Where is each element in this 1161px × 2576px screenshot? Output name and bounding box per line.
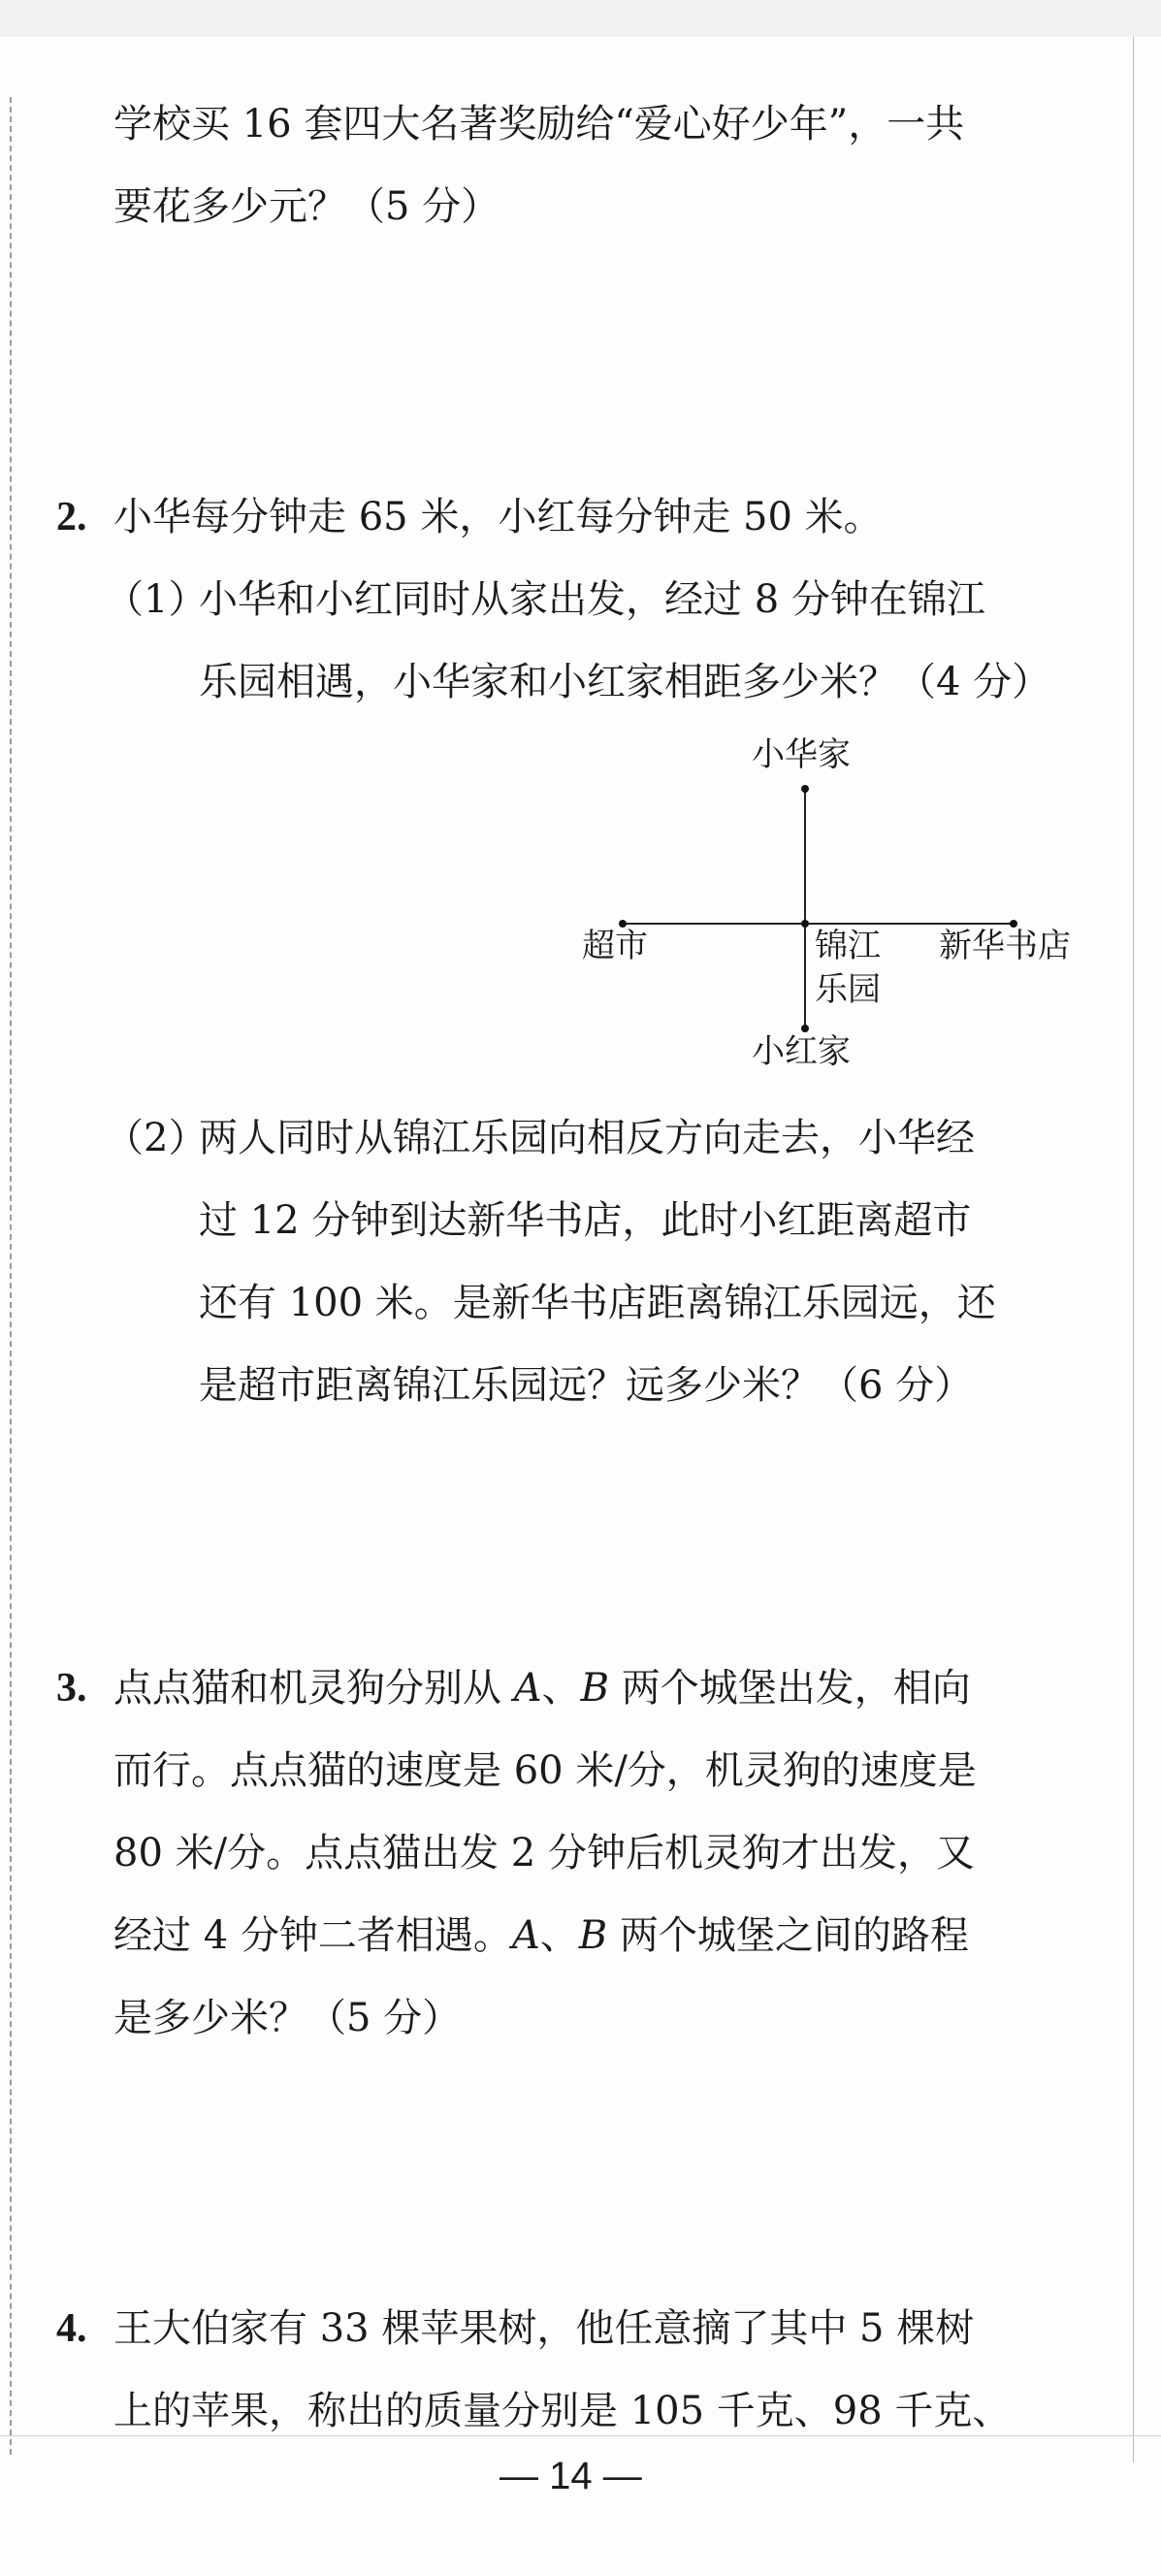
q3-text-line-1: 点点猫和机灵狗分别从 A、B 两个城堡出发，相向 (113, 1666, 971, 1711)
q1-text-line-1: 学校买 16 套四大名著奖励给“爱心好少年”，一共 (113, 102, 965, 147)
q2-text-line-1: 小华每分钟走 65 米，小红每分钟走 50 米。 (113, 495, 883, 539)
q4-text-line-1: 王大伯家有 33 棵苹果树，他任意摘了其中 5 棵树 (113, 2306, 975, 2351)
q2-sub2-line-2: 过 12 分钟到达新华书店，此时小红距离超市 (199, 1198, 972, 1243)
page-number: — 14 — (500, 2455, 642, 2497)
q2-sub1-number: （1） (105, 577, 208, 622)
binding-margin-line (10, 97, 12, 2455)
location-diagram (572, 728, 1115, 1077)
q2-sub1-line-2: 乐园相遇，小华家和小红家相距多少米？（4 分） (199, 660, 1051, 704)
q2-sub2-line-3: 还有 100 米。是新华书店距离锦江乐园远，还 (199, 1281, 996, 1325)
label-supermarket: 超市 (582, 927, 648, 965)
q3-text-line-2: 而行。点点猫的速度是 60 米/分，机灵狗的速度是 (113, 1748, 977, 1793)
q1-text-line-2: 要花多少元？（5 分） (113, 184, 500, 229)
footer-divider (0, 2435, 1161, 2436)
q3-text-line-4: 经过 4 分钟二者相遇。A、B 两个城堡之间的路程 (113, 1913, 969, 1958)
label-park-line-1: 锦江 (815, 927, 881, 965)
q3-text-line-5: 是多少米？（5 分） (113, 1996, 462, 2040)
q4-number: 4. (56, 2306, 87, 2351)
q2-sub2-number: （2） (105, 1116, 208, 1160)
q2-number: 2. (56, 495, 87, 539)
q3-number: 3. (56, 1666, 87, 1711)
top-band (0, 0, 1161, 37)
location-diagram-lines (572, 728, 1115, 1077)
q2-sub2-line-4: 是超市距离锦江乐园远？远多少米？（6 分） (199, 1363, 974, 1408)
label-xiaohua-home: 小华家 (752, 735, 851, 774)
q2-sub2-line-1: 两人同时从锦江乐园向相反方向走去，小华经 (199, 1116, 975, 1160)
label-park-line-2: 乐园 (815, 970, 881, 1009)
q3-text-line-3: 80 米/分。点点猫出发 2 分钟后机灵狗才出发，又 (113, 1831, 975, 1875)
label-xiaohong-home: 小红家 (752, 1032, 851, 1071)
q2-sub1-line-1: 小华和小红同时从家出发，经过 8 分钟在锦江 (199, 577, 985, 622)
q4-text-line-2: 上的苹果，称出的质量分别是 105 千克、98 千克、 (113, 2389, 1012, 2433)
label-bookstore: 新华书店 (939, 927, 1071, 965)
page-edge-line (1133, 37, 1134, 2462)
